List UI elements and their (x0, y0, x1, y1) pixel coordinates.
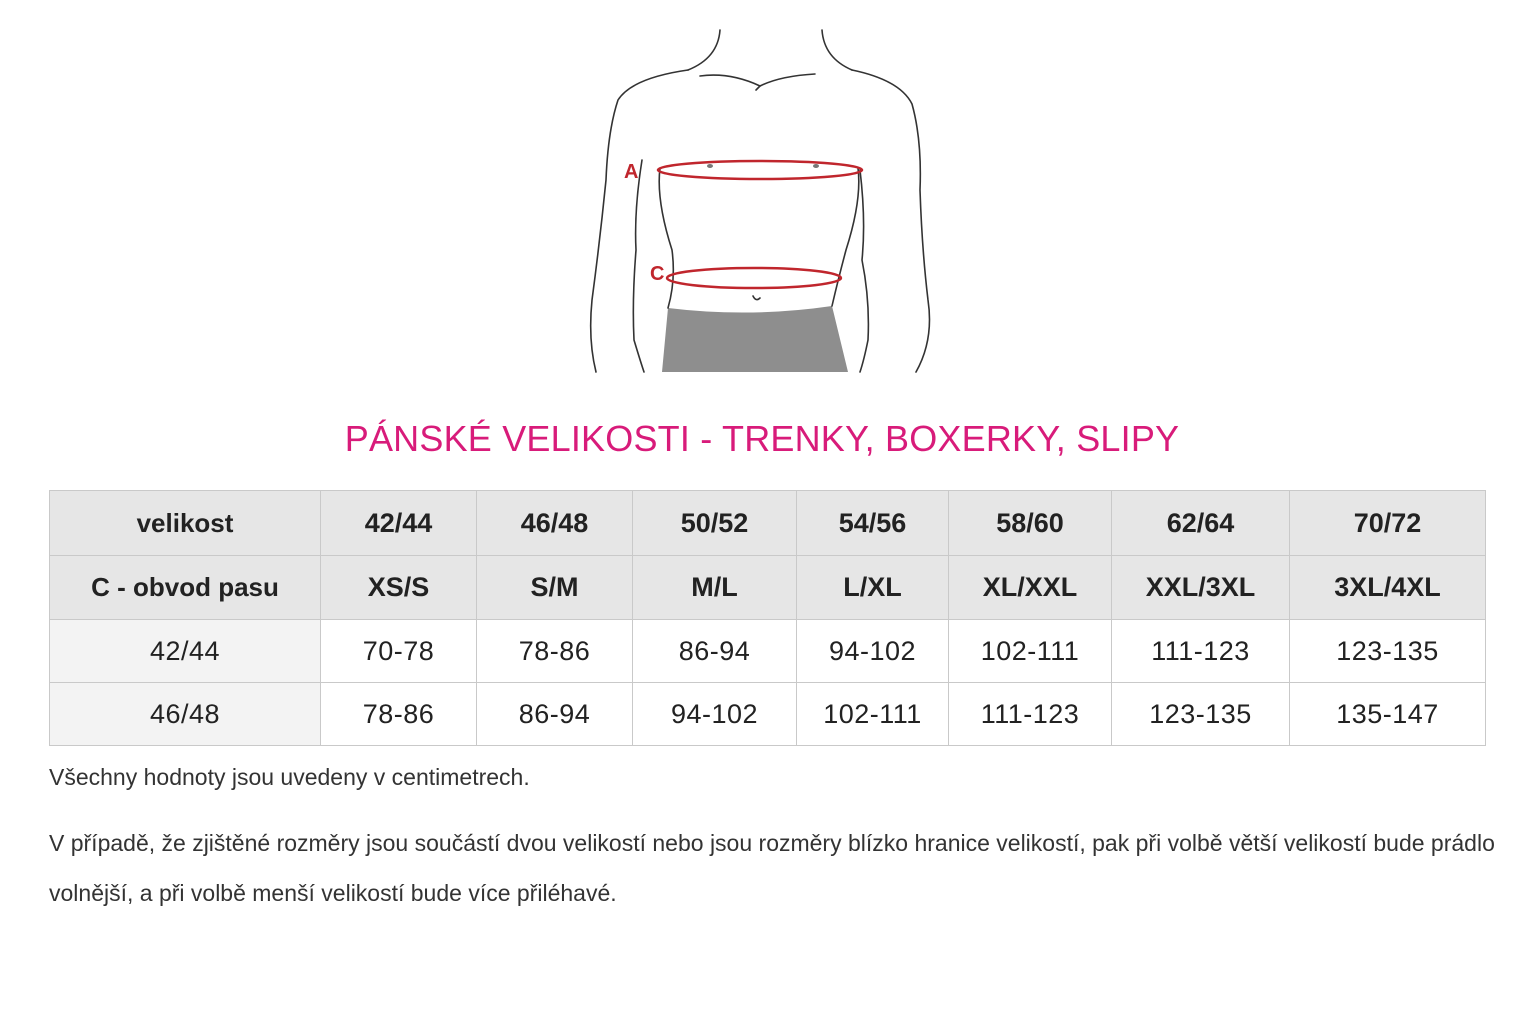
neck-outline (688, 30, 720, 70)
table-cell: 50/52 (633, 491, 797, 556)
marker-c-label: C (650, 263, 665, 285)
table-cell: 102-111 (797, 683, 949, 746)
table-cell: 70-78 (321, 620, 477, 683)
table-cell: 46/48 (50, 683, 321, 746)
table-cell: 86-94 (633, 620, 797, 683)
units-note: Všechny hodnoty jsou uvedeny v centimetrech. (49, 764, 530, 790)
table-cell: 3XL/4XL (1290, 556, 1486, 620)
table-row (50, 683, 1486, 746)
table-cell: 102-111 (949, 620, 1112, 683)
table-cell: 42/44 (50, 620, 321, 683)
table-cell: 86-94 (477, 683, 633, 746)
table-cell: 94-102 (797, 620, 949, 683)
page-title: PÁNSKÉ VELIKOSTI - TRENKY, BOXERKY, SLIPY (344, 418, 1180, 459)
table-cell: velikost (50, 491, 321, 556)
size-table (49, 490, 1486, 746)
advice-note: V případě, že zjištěné rozměry jsou součástí dvou velikostí nebo jsou rozměry blízko hranice velikostí, pak při volbě větší velikostí bude prádlo volnější, a při volbě menší velikostí bude více přiléhavé. (49, 830, 1495, 906)
table-row (50, 491, 1486, 556)
table-cell: 78-86 (321, 683, 477, 746)
waist-measure-line (667, 268, 841, 288)
table-cell: 123-135 (1290, 620, 1486, 683)
table-cell: S/M (477, 556, 633, 620)
table-cell: XS/S (321, 556, 477, 620)
table-cell: 54/56 (797, 491, 949, 556)
table-cell: 78-86 (477, 620, 633, 683)
table-cell: C - obvod pasu (50, 556, 321, 620)
table-cell: 135-147 (1290, 683, 1486, 746)
table-row (50, 620, 1486, 683)
table-cell: XXL/3XL (1112, 556, 1290, 620)
chest-measure-line (658, 161, 862, 179)
table-cell: 46/48 (477, 491, 633, 556)
table-cell: 42/44 (321, 491, 477, 556)
marker-a-label: A (624, 161, 639, 183)
table-cell: XL/XXL (949, 556, 1112, 620)
table-cell: 111-123 (1112, 620, 1290, 683)
table-cell: L/XL (797, 556, 949, 620)
shorts-shape (662, 306, 848, 372)
body-measurement-figure (560, 0, 980, 380)
table-cell: 70/72 (1290, 491, 1486, 556)
table-cell: 62/64 (1112, 491, 1290, 556)
table-cell: 94-102 (633, 683, 797, 746)
table-cell: 123-135 (1112, 683, 1290, 746)
table-cell: 111-123 (949, 683, 1112, 746)
table-cell: 58/60 (949, 491, 1112, 556)
table-cell: M/L (633, 556, 797, 620)
table-row (50, 556, 1486, 620)
